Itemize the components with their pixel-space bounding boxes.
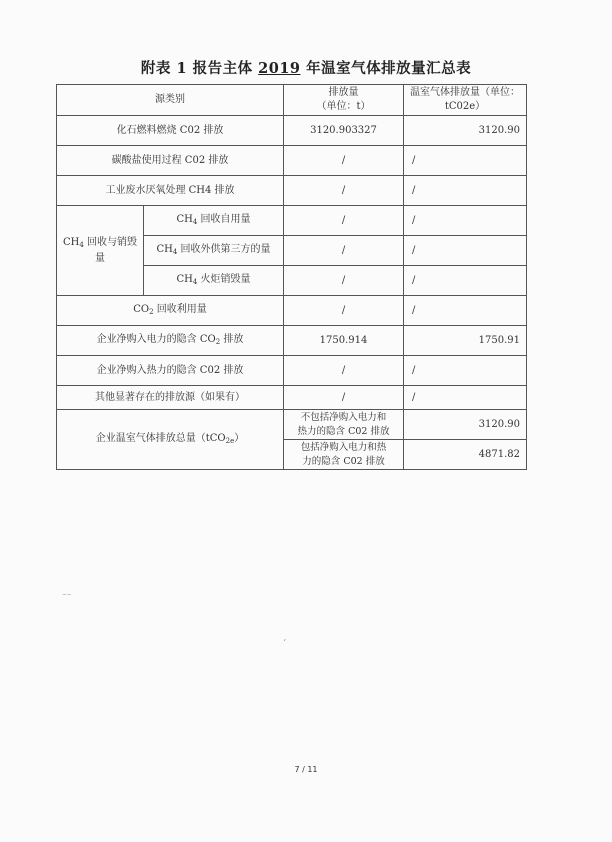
row-ghg: 1750.91 bbox=[404, 326, 527, 356]
table-row bbox=[57, 296, 527, 326]
table-row bbox=[57, 116, 527, 146]
row-label: $CH_4$ 回收外供第三方的量 bbox=[144, 236, 284, 266]
row-ghg: 3120.90 bbox=[404, 116, 527, 146]
header-row bbox=[57, 85, 527, 116]
row-label: 企业净购入热力的隐含 C02 排放 bbox=[57, 356, 284, 386]
row-label: $CO_2$ 回收利用量 bbox=[57, 296, 284, 326]
row-ghg: / bbox=[404, 356, 527, 386]
row-emission: 3120.903327 bbox=[284, 116, 404, 146]
header-emission: 排放量 （单位：t） bbox=[284, 85, 404, 116]
table-title: 附表 1 报告主体 2019 年温室气体排放量汇总表 bbox=[140, 60, 472, 77]
row-emission: / bbox=[284, 206, 404, 236]
ch4-group-label: $CH_4$ 回收与销毁量 bbox=[57, 206, 144, 296]
emissions-summary-table bbox=[56, 84, 527, 470]
table-row bbox=[57, 146, 527, 176]
row-emission: / bbox=[284, 146, 404, 176]
total-incl-value: 4871.82 bbox=[404, 440, 527, 470]
row-emission: / bbox=[284, 176, 404, 206]
row-emission: / bbox=[284, 266, 404, 296]
row-ghg: / bbox=[404, 176, 527, 206]
total-incl-note: 包括净购入电力和热 力的隐含 C02 排放 bbox=[284, 440, 404, 470]
header-ghg: 温室气体排放量（单位： tC02e） bbox=[404, 85, 527, 116]
header-source: 源类别 bbox=[57, 85, 284, 116]
scan-mark: ˊ bbox=[282, 640, 287, 650]
row-emission: / bbox=[284, 296, 404, 326]
total-row-excluding bbox=[57, 410, 527, 440]
scan-mark: ⁻⁻ bbox=[62, 592, 72, 602]
total-excl-value: 3120.90 bbox=[404, 410, 527, 440]
row-ghg: / bbox=[404, 146, 527, 176]
row-label: 工业废水厌氧处理 CH4 排放 bbox=[57, 176, 284, 206]
table-row bbox=[57, 176, 527, 206]
table-row bbox=[57, 326, 527, 356]
row-emission: / bbox=[284, 386, 404, 410]
row-ghg: / bbox=[404, 266, 527, 296]
row-ghg: / bbox=[404, 296, 527, 326]
row-ghg: / bbox=[404, 206, 527, 236]
row-emission: / bbox=[284, 356, 404, 386]
row-label: 其他显著存在的排放源（如果有） bbox=[57, 386, 284, 410]
table-row bbox=[57, 356, 527, 386]
page-number: 7 / 11 bbox=[294, 765, 318, 774]
row-ghg: / bbox=[404, 386, 527, 410]
row-label: 企业净购入电力的隐含 $CO_2$ 排放 bbox=[57, 326, 284, 356]
row-label: $CH_4$ 回收自用量 bbox=[144, 206, 284, 236]
row-label: $CH_4$ 火炬销毁量 bbox=[144, 266, 284, 296]
row-ghg: / bbox=[404, 236, 527, 266]
total-excl-note: 不包括净购入电力和 热力的隐含 C02 排放 bbox=[284, 410, 404, 440]
row-label: 化石燃料燃烧 C02 排放 bbox=[57, 116, 284, 146]
row-emission: / bbox=[284, 236, 404, 266]
row-emission: 1750.914 bbox=[284, 326, 404, 356]
total-label: 企业温室气体排放总量（tCO$_{2e}$） bbox=[57, 410, 284, 470]
row-label: 碳酸盐使用过程 C02 排放 bbox=[57, 146, 284, 176]
table-row bbox=[57, 386, 527, 410]
table-row bbox=[57, 206, 527, 236]
